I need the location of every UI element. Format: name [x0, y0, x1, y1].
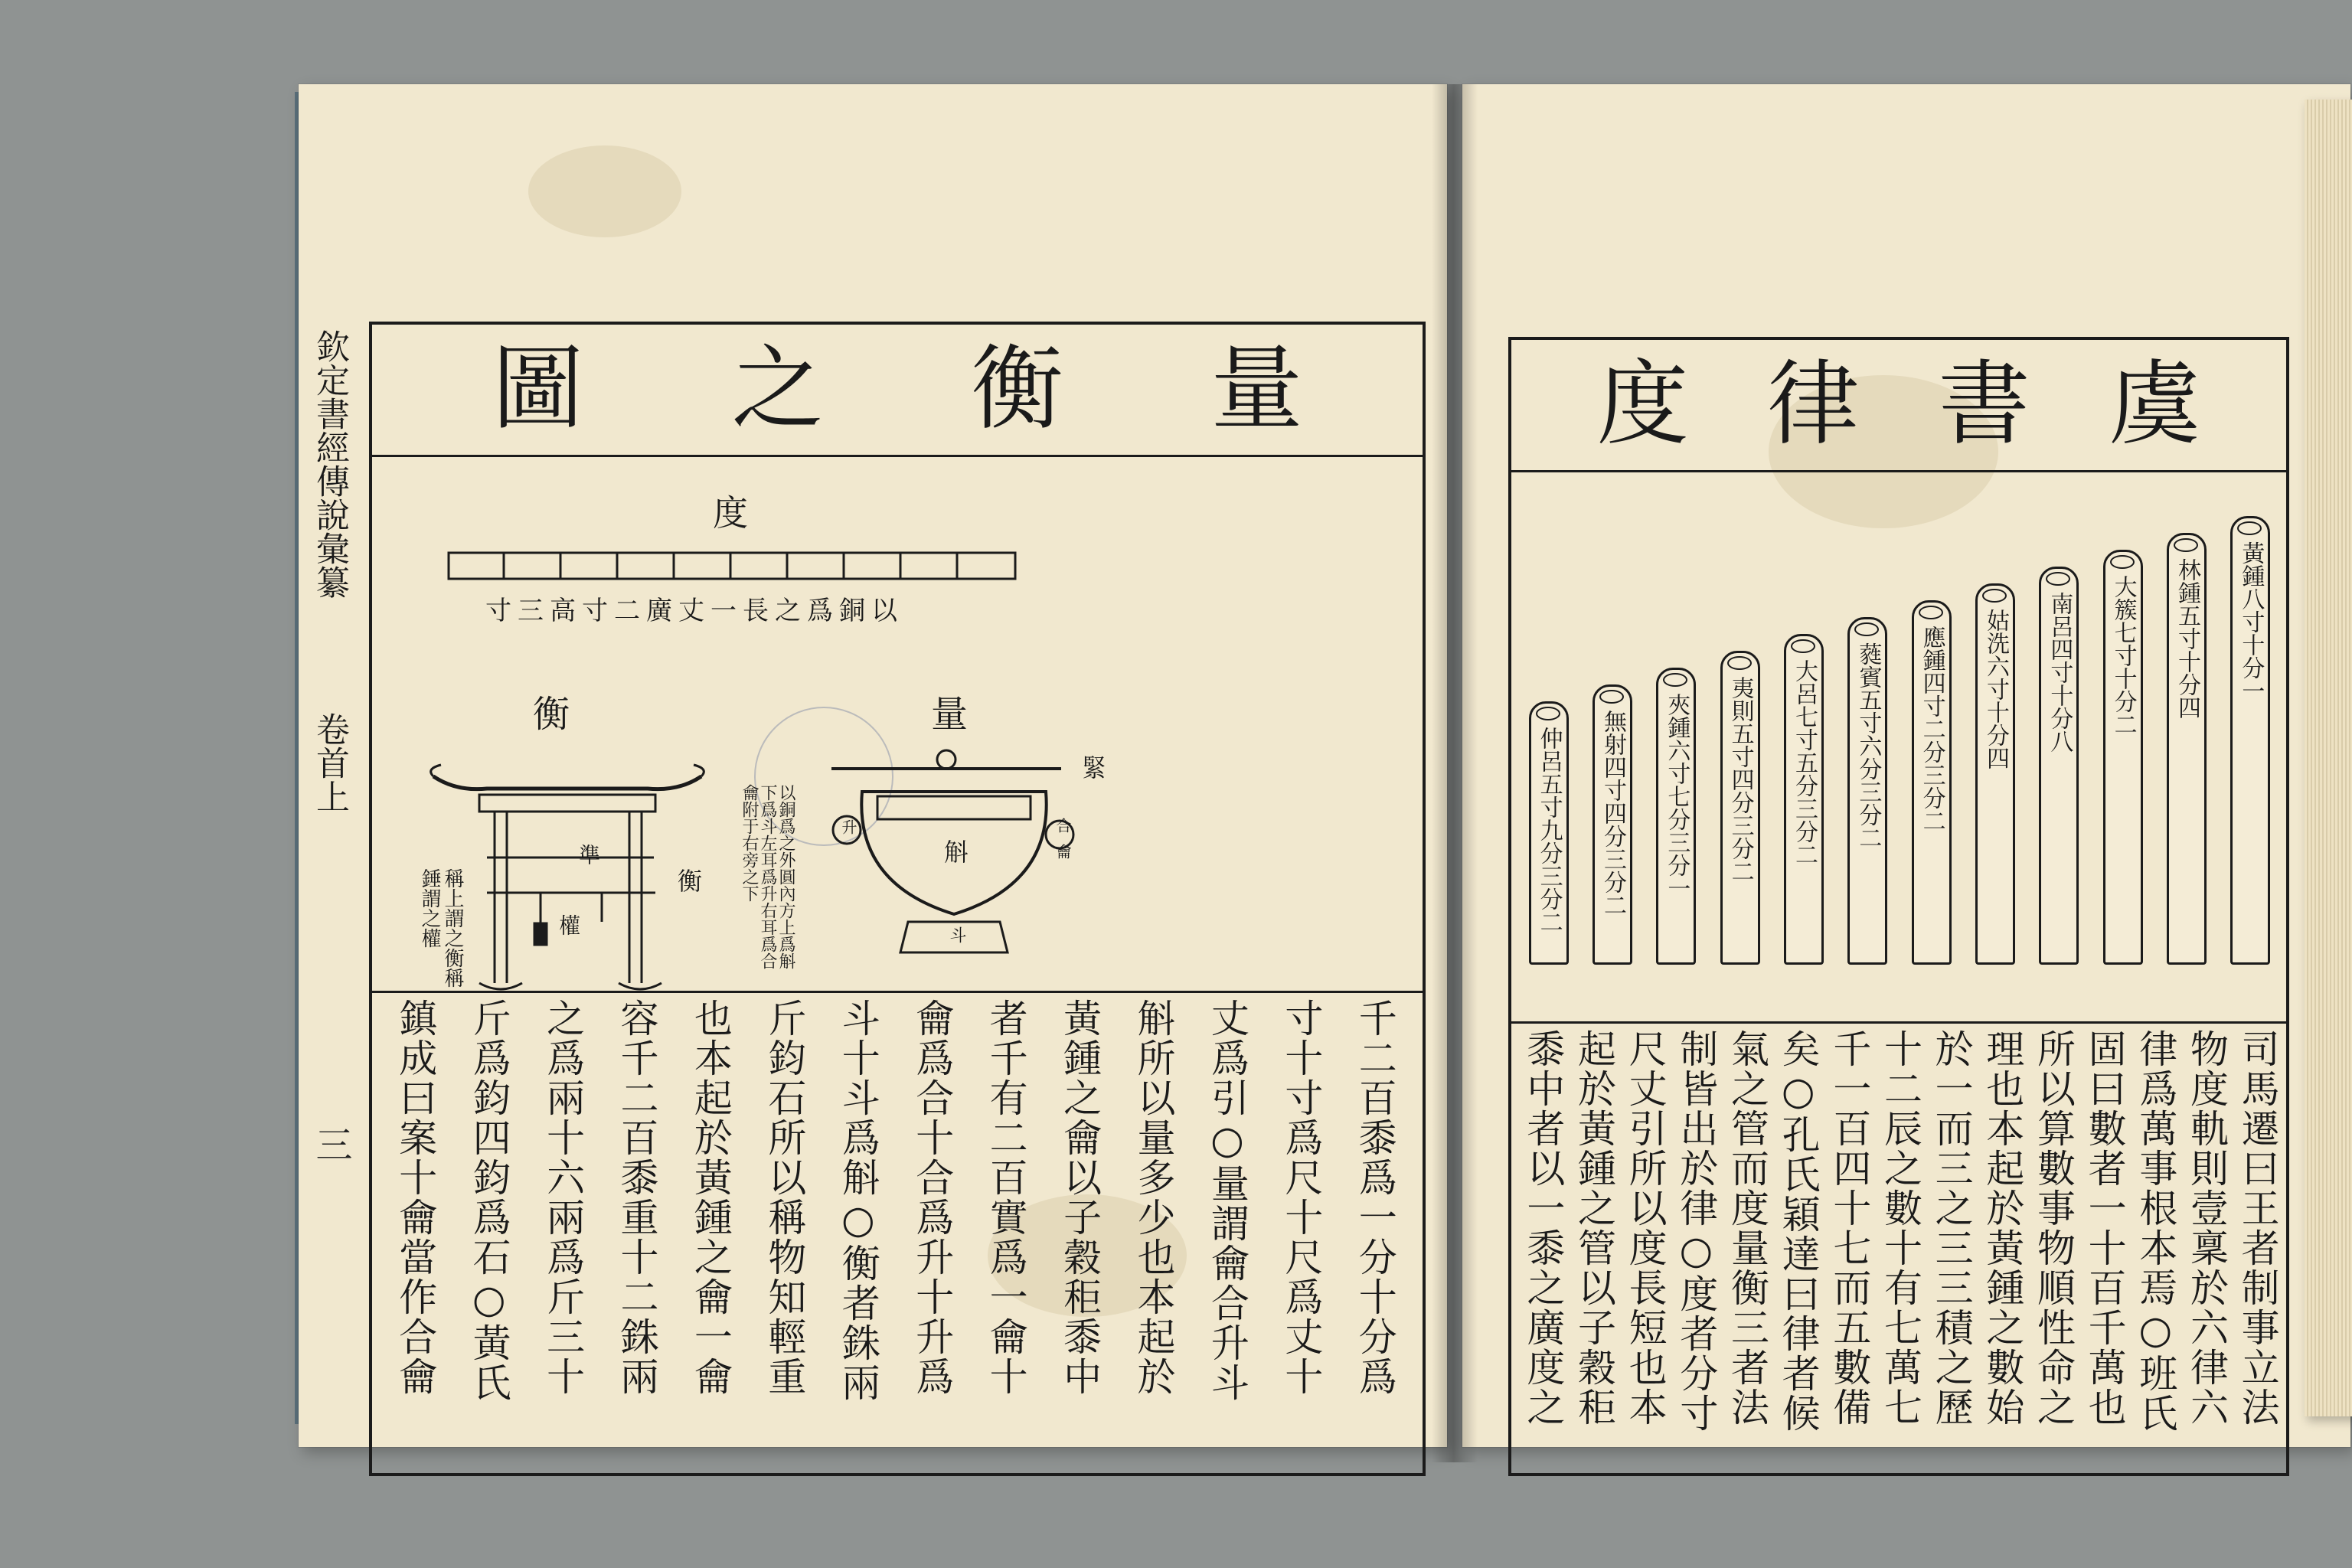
text-column: 斗十斗爲斛○衡者銖兩	[835, 998, 880, 1403]
heng-small-label: 衡	[674, 868, 703, 893]
pitch-pipe	[2103, 550, 2143, 965]
left-page-number: 三	[309, 1125, 352, 1162]
right-page	[1462, 84, 2350, 1447]
paper-stain	[528, 145, 681, 237]
text-column: 矣○孔氏穎達曰律者候	[1775, 1029, 1821, 1433]
title-char: 度	[1596, 351, 1689, 458]
pipe-label: 夾鍾六寸七分三分一	[1663, 693, 1690, 900]
heng-note: 稱上謂之衡稱錘謂之權	[418, 868, 464, 988]
pipe-label: 應鍾四寸二分三分二	[1918, 626, 1945, 832]
pitch-pipe	[1656, 668, 1696, 965]
pitch-pipes-diagram	[1511, 470, 2286, 1024]
text-column: 尺丈引所以度長短也本	[1622, 1029, 1668, 1427]
pipe-opening	[1727, 656, 1752, 670]
text-column: 固曰數者一十百千萬也	[2082, 1029, 2127, 1427]
du-label: 度	[713, 492, 748, 534]
pipe-opening	[1919, 606, 1943, 619]
he-label: 合	[1054, 818, 1072, 833]
pipe-opening	[1663, 673, 1687, 687]
left-page-title	[372, 325, 1423, 457]
pipe-label: 大簇七寸十分二	[2109, 575, 2137, 736]
text-column: 鎮成曰案十龠當作合龠	[393, 998, 438, 1396]
text-column: 者千有二百實爲一龠十	[983, 998, 1028, 1396]
liang-label: 量	[931, 693, 969, 736]
pitch-pipe	[1975, 583, 2015, 965]
quan-label: 權	[556, 914, 581, 936]
pitch-pipe	[1847, 617, 1887, 965]
du-ruler	[449, 553, 1015, 579]
pipe-label: 姑洗六寸十分四	[1982, 609, 2009, 769]
pipe-label: 大呂七寸五分三分二	[1791, 659, 1818, 866]
text-column: 寸十寸爲尺十尺爲丈十	[1279, 998, 1324, 1396]
text-column: 千一百四十七而五數備	[1827, 1029, 1872, 1427]
pipe-opening	[2237, 521, 2262, 535]
pitch-pipe	[1912, 600, 1952, 965]
pipe-opening	[2174, 538, 2198, 552]
pipe-opening	[1536, 707, 1560, 720]
measurement-diagram	[372, 455, 1423, 993]
dou-label: 斗	[947, 926, 966, 943]
text-column: 之爲兩十六兩爲斤三十	[541, 998, 586, 1396]
text-column: 司馬遷曰王者制事立法	[2235, 1029, 2280, 1427]
pitch-pipe	[2230, 516, 2270, 965]
text-column: 十二辰之數十有七萬七	[1878, 1029, 1922, 1427]
heng-label: 衡	[533, 693, 570, 736]
text-column: 黃鍾之龠以子穀秬黍中	[1057, 998, 1102, 1396]
text-column: 斛所以量多少也本起於	[1131, 998, 1176, 1396]
open-book	[283, 84, 2280, 1493]
title-char: 衡	[971, 336, 1063, 443]
spine-shadow	[1432, 84, 1478, 1462]
pipe-label: 無射四寸四分三分二	[1599, 710, 1626, 916]
pipe-label: 蕤賓五寸六分三分二	[1854, 642, 1882, 849]
text-column: 理也本起於黃鍾之數始	[1980, 1029, 2025, 1427]
pipe-label: 林鍾五寸十分四	[2174, 558, 2200, 719]
title-char: 虞	[2109, 351, 2201, 458]
title-char: 書	[1938, 351, 2030, 458]
measurement-illustration	[372, 455, 1423, 991]
right-page-title	[1511, 340, 2286, 472]
sheng-label: 升	[839, 819, 858, 835]
text-column: 斤鈞石所以稱物知輕重	[762, 998, 807, 1396]
pitch-pipe	[2039, 567, 2079, 965]
pitch-pipe	[1592, 684, 1632, 965]
text-column: 黍中者以一黍之廣度之	[1521, 1029, 1566, 1427]
text-column: 物度軌則壹稟於六律六	[2184, 1029, 2229, 1427]
pipe-label: 南呂四寸十分八	[2046, 592, 2073, 753]
ear-label: 緊	[1078, 755, 1107, 779]
pipe-opening	[1982, 589, 2007, 603]
title-char: 律	[1767, 351, 1860, 458]
left-margin-title: 欽定書經傳說彙纂	[310, 329, 349, 599]
left-page	[299, 84, 1447, 1447]
pitch-pipe	[1784, 634, 1824, 965]
text-column: 丈爲引○量謂龠合升斗	[1204, 998, 1250, 1403]
text-column: 於一而三之三三積之歷	[1929, 1029, 1974, 1427]
title-char: 圖	[492, 336, 584, 443]
text-column: 律爲萬事根本焉○班氏	[2133, 1029, 2178, 1433]
zhun-label: 準	[576, 844, 601, 865]
yue-label: 龠	[1054, 844, 1072, 859]
text-column: 所以算數事物順性命之	[2031, 1029, 2076, 1427]
pipe-opening	[2046, 572, 2070, 586]
pipe-label: 黃鍾八寸十分一	[2237, 541, 2265, 702]
title-char: 量	[1210, 336, 1303, 443]
text-column: 千二百黍爲一分十分爲	[1352, 998, 1397, 1396]
pitch-pipe	[2167, 533, 2207, 965]
left-page-frame	[369, 322, 1426, 1476]
pipe-label: 夷則五寸四分三分二	[1726, 676, 1754, 883]
text-column: 起於黃鍾之管以子穀秬	[1572, 1029, 1616, 1427]
pitch-pipe	[1529, 701, 1569, 965]
text-column: 制皆出於律○度者分寸	[1674, 1029, 1719, 1433]
text-column: 龠爲合十合爲升十升爲	[910, 998, 955, 1396]
pitch-pipe	[1720, 651, 1760, 965]
right-page-frame	[1508, 337, 2289, 1476]
text-column: 容千二百黍重十二銖兩	[614, 998, 659, 1396]
left-margin-volume: 卷首上	[310, 712, 349, 813]
liang-note: 以銅爲之外圓內方上爲斛下爲斗左耳爲升右耳爲合龠附于右旁之下	[740, 784, 795, 969]
pipe-opening	[1599, 690, 1624, 704]
pipe-opening	[1791, 639, 1815, 653]
text-column: 氣之管而度量衡三者法	[1725, 1029, 1769, 1427]
text-column: 也本起於黃鍾之龠一龠	[688, 998, 733, 1396]
text-column: 斤爲鈞四鈞爲石○黃氏	[466, 998, 511, 1403]
page-edges	[2305, 100, 2352, 1416]
du-caption: 以銅爲之長一丈廣二寸高三寸	[485, 596, 903, 626]
pipe-opening	[1854, 622, 1879, 636]
left-text-area	[372, 991, 1423, 1473]
right-text-area	[1511, 1021, 2286, 1473]
title-char: 之	[731, 336, 824, 443]
pipe-label: 仲呂五寸九分三分二	[1535, 727, 1563, 933]
pipe-opening	[2110, 555, 2135, 569]
hu-label: 斛	[940, 839, 969, 864]
